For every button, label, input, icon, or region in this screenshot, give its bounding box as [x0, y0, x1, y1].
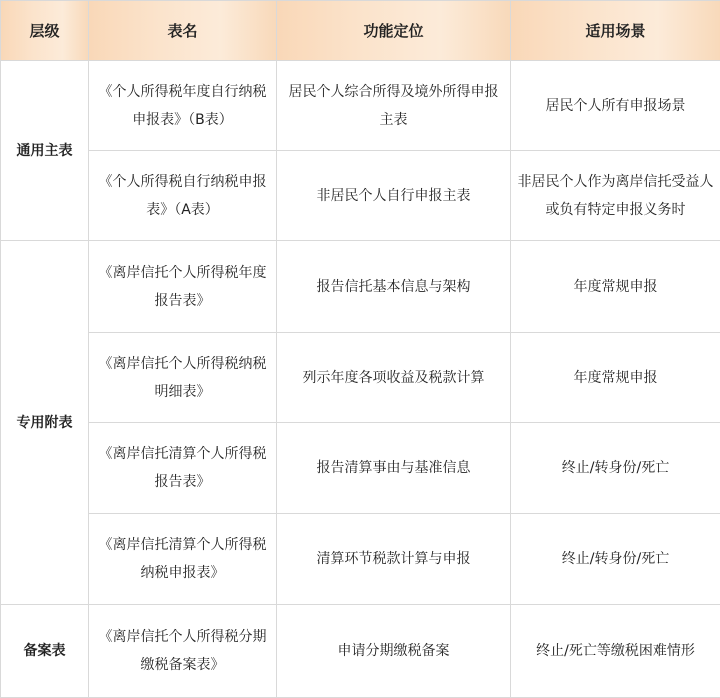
function-cell: 居民个人综合所得及境外所得申报主表 — [277, 61, 511, 151]
header-form-name: 表名 — [89, 1, 277, 61]
table-row — [1, 423, 720, 514]
form-name-cell: 《离岸信托清算个人所得税报告表》 — [89, 423, 277, 514]
function-cell: 申请分期缴税备案 — [277, 605, 511, 698]
form-name-cell: 《离岸信托个人所得税年度报告表》 — [89, 241, 277, 333]
form-name-cell: 《离岸信托清算个人所得税纳税申报表》 — [89, 514, 277, 605]
form-name-cell: 《离岸信托个人所得税纳税明细表》 — [89, 333, 277, 423]
scenario-cell: 居民个人所有申报场景 — [511, 61, 720, 151]
table-row — [1, 605, 720, 698]
function-cell: 非居民个人自行申报主表 — [277, 151, 511, 241]
scenario-cell: 年度常规申报 — [511, 333, 720, 423]
function-cell: 清算环节税款计算与申报 — [277, 514, 511, 605]
scenario-cell: 终止/死亡等缴税困难情形 — [511, 605, 720, 698]
scenario-cell: 年度常规申报 — [511, 241, 720, 333]
scenario-cell: 终止/转身份/死亡 — [511, 514, 720, 605]
table-row — [1, 241, 720, 333]
form-name-cell: 《离岸信托个人所得税分期缴税备案表》 — [89, 605, 277, 698]
header-row — [1, 1, 720, 61]
level-cell-general: 通用主表 — [1, 61, 89, 241]
scenario-cell: 非居民个人作为离岸信托受益人或负有特定申报义务时 — [511, 151, 720, 241]
function-cell: 报告信托基本信息与架构 — [277, 241, 511, 333]
function-cell: 列示年度各项收益及税款计算 — [277, 333, 511, 423]
header-function: 功能定位 — [277, 1, 511, 61]
table-row — [1, 61, 720, 151]
scenario-cell: 终止/转身份/死亡 — [511, 423, 720, 514]
function-cell: 报告清算事由与基准信息 — [277, 423, 511, 514]
header-level: 层级 — [1, 1, 89, 61]
form-name-cell: 《个人所得税年度自行纳税申报表》（B表） — [89, 61, 277, 151]
level-cell-special: 专用附表 — [1, 241, 89, 605]
header-scenario: 适用场景 — [511, 1, 720, 61]
level-cell-filing: 备案表 — [1, 605, 89, 698]
table-row — [1, 333, 720, 423]
table-row — [1, 151, 720, 241]
form-name-cell: 《个人所得税自行纳税申报表》（A表） — [89, 151, 277, 241]
table-row — [1, 514, 720, 605]
